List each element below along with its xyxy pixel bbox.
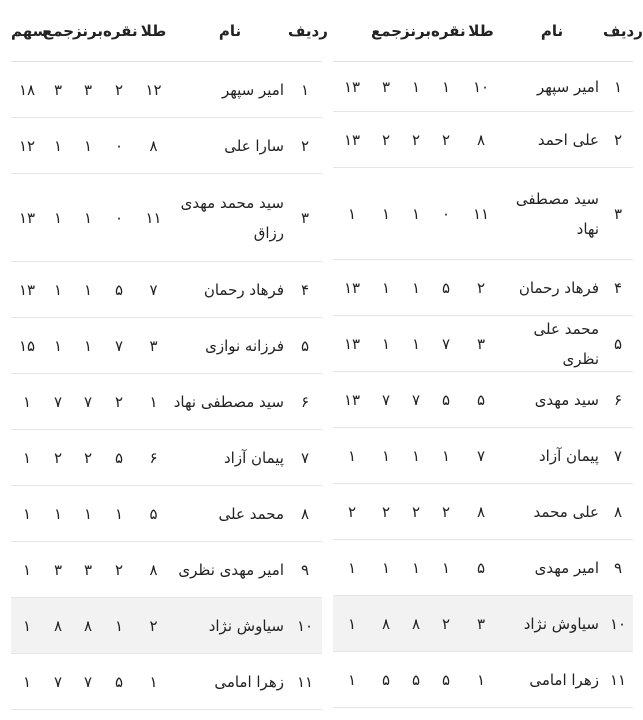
header-name: نام — [540, 21, 564, 40]
cell-name: فرهاد رحمان — [518, 278, 599, 297]
cell-total: ۱ — [53, 136, 63, 155]
cell-gold: ۷ — [476, 446, 486, 465]
cell-silver: ۵ — [114, 672, 124, 691]
cell-bronze: ۵ — [411, 670, 421, 689]
cell-rank: ۶ — [613, 390, 623, 409]
cell-total: ۳ — [53, 80, 63, 99]
cell-gold: ۱ — [149, 392, 158, 411]
cell-name: سید مصطفی نهاد — [173, 392, 284, 411]
cell-silver: ۵ — [114, 280, 124, 299]
cell-rank: ۷ — [613, 446, 623, 465]
header-silver: نقره — [431, 21, 466, 40]
cell-rank: ۶ — [300, 392, 310, 411]
header-bronze: برنز — [401, 21, 431, 40]
cell-share: ۱ — [22, 392, 32, 411]
cell-rank: ۱ — [300, 80, 310, 99]
cell-bronze: ۸ — [411, 614, 421, 633]
table-row — [333, 260, 633, 316]
cell-rank: ۵ — [613, 334, 623, 353]
cell-name: علی احمد — [537, 130, 599, 149]
cell-silver: ۵ — [441, 670, 451, 689]
cell-share: ۱ — [22, 448, 32, 467]
cell-share: ۱ — [347, 446, 357, 465]
cell-share: ۲ — [347, 502, 357, 521]
cell-rank: ۱ — [613, 77, 623, 96]
cell-share: ۱۲ — [18, 136, 36, 155]
cell-name: پیمان آزاد — [224, 448, 284, 467]
cell-total: ۳ — [381, 77, 391, 96]
cell-silver: ۷ — [114, 336, 124, 355]
cell-silver: ۲ — [441, 614, 451, 633]
cell-silver: ۲ — [441, 130, 451, 149]
cell-rank: ۲ — [613, 130, 623, 149]
header-total: جمع — [371, 21, 403, 40]
cell-gold: ۵ — [149, 504, 158, 523]
cell-name: امیر سپهر — [221, 80, 284, 99]
cell-name: زهرا امامی — [529, 670, 599, 689]
table-row — [11, 318, 322, 374]
cell-silver: ۵ — [441, 278, 451, 297]
cell-rank: ۵ — [300, 336, 310, 355]
cell-total: ۲ — [53, 448, 63, 467]
cell-gold: ۳ — [476, 614, 486, 633]
cell-bronze: ۱ — [83, 336, 93, 355]
cell-bronze: ۱ — [411, 334, 421, 353]
table-row — [11, 174, 322, 262]
cell-share: ۱ — [347, 614, 357, 633]
table-row — [333, 484, 633, 540]
cell-total: ۲ — [381, 502, 391, 521]
left-medal-table — [11, 0, 328, 710]
cell-total: ۷ — [53, 672, 63, 691]
header-silver: نقره — [103, 21, 138, 40]
cell-rank: ۹ — [300, 560, 310, 579]
cell-name: امیر سپهر — [536, 77, 599, 96]
cell-total: ۲ — [381, 130, 391, 149]
cell-total: ۱ — [53, 280, 63, 299]
cell-bronze: ۷ — [83, 672, 93, 691]
cell-share: ۱ — [22, 560, 32, 579]
cell-gold: ۳ — [149, 336, 158, 355]
table-row — [333, 428, 633, 484]
cell-gold: ۲ — [476, 278, 486, 297]
cell-silver: ۲ — [441, 502, 451, 521]
cell-silver: ۱ — [114, 616, 124, 635]
cell-silver: ۰ — [114, 208, 124, 227]
cell-name: زهرا امامی — [214, 672, 284, 691]
cell-silver: ۲ — [114, 392, 124, 411]
cell-silver: ۲ — [114, 80, 124, 99]
header-gold: طلا — [468, 21, 494, 40]
cell-total: ۱ — [381, 334, 391, 353]
cell-name: امیر مهدی نظری — [178, 560, 284, 579]
cell-gold: ۷ — [149, 280, 158, 299]
table-row — [11, 430, 322, 486]
cell-bronze: ۳ — [83, 560, 93, 579]
cell-rank: ۲ — [300, 136, 310, 155]
cell-bronze: ۱ — [411, 204, 421, 223]
cell-gold: ۱ — [149, 672, 158, 691]
cell-silver: ۱ — [114, 504, 124, 523]
table-row — [333, 168, 633, 260]
cell-rank: ۸ — [300, 504, 310, 523]
cell-total: ۷ — [381, 390, 391, 409]
cell-gold: ۸ — [476, 130, 486, 149]
table-row — [11, 542, 322, 598]
cell-silver: ۵ — [441, 390, 451, 409]
cell-name: محمد علی — [218, 504, 284, 523]
header-bronze: برنز — [73, 21, 103, 40]
cell-total: ۷ — [53, 392, 63, 411]
table-row — [333, 62, 633, 112]
cell-bronze: ۷ — [83, 392, 93, 411]
cell-rank: ۸ — [613, 502, 623, 521]
cell-bronze: ۱ — [83, 504, 93, 523]
table-row — [11, 118, 322, 174]
left-table-body — [11, 62, 322, 710]
header-gold: طلا — [140, 21, 167, 40]
cell-rank: ۳ — [300, 208, 310, 227]
cell-share: ۱ — [347, 204, 357, 223]
cell-bronze: ۱ — [411, 558, 421, 577]
cell-share: ۱۵ — [18, 336, 36, 355]
cell-share: ۱۳ — [343, 130, 361, 149]
cell-gold: ۱۱ — [472, 204, 490, 223]
cell-gold: ۸ — [476, 502, 486, 521]
cell-silver: ۱ — [441, 558, 451, 577]
cell-name: سیاوش نژاد — [208, 616, 284, 635]
right-table-body — [333, 62, 633, 708]
table-row — [333, 540, 633, 596]
cell-gold: ۳ — [476, 334, 486, 353]
cell-rank: ۴ — [300, 280, 310, 299]
cell-bronze: ۱ — [411, 77, 421, 96]
table-row — [333, 372, 633, 428]
cell-total: ۱ — [381, 278, 391, 297]
cell-share: ۱۳ — [343, 278, 361, 297]
cell-name: پیمان آزاد — [539, 446, 599, 465]
cell-name: علی محمد — [533, 502, 599, 521]
cell-rank: ۹ — [613, 558, 623, 577]
cell-gold: ۵ — [476, 558, 486, 577]
header-total: جمع — [43, 21, 75, 40]
cell-share: ۱ — [22, 616, 32, 635]
cell-total: ۱ — [381, 204, 391, 223]
cell-bronze: ۷ — [411, 390, 421, 409]
cell-name: محمد علی نظری — [533, 319, 599, 368]
table-row — [11, 486, 322, 542]
cell-silver: ۰ — [441, 204, 451, 223]
cell-bronze: ۲ — [411, 130, 421, 149]
cell-total: ۱ — [53, 336, 63, 355]
cell-share: ۱۳ — [343, 77, 361, 96]
table-row — [11, 62, 322, 118]
cell-silver: ۱ — [441, 446, 451, 465]
table-row — [11, 598, 322, 654]
cell-rank: ۱۰ — [296, 616, 314, 635]
cell-share: ۱۳ — [18, 280, 36, 299]
left-table-header — [11, 0, 328, 62]
cell-share: ۱ — [22, 672, 32, 691]
table-row — [333, 112, 633, 168]
right-table-header — [333, 0, 643, 62]
cell-gold: ۶ — [149, 448, 158, 467]
table-row — [333, 316, 633, 372]
cell-bronze: ۸ — [83, 616, 93, 635]
cell-gold: ۱۱ — [145, 208, 162, 227]
cell-silver: ۵ — [114, 448, 124, 467]
cell-gold: ۲ — [149, 616, 158, 635]
cell-bronze: ۲ — [83, 448, 93, 467]
cell-bronze: ۱ — [411, 278, 421, 297]
cell-share: ۱ — [347, 558, 357, 577]
cell-bronze: ۱ — [83, 280, 93, 299]
cell-name: سید مهدی — [534, 390, 599, 409]
cell-total: ۸ — [381, 614, 391, 633]
cell-total: ۵ — [381, 670, 391, 689]
header-rank: ردیف — [603, 21, 643, 40]
cell-rank: ۳ — [613, 204, 623, 223]
cell-silver: ۷ — [441, 334, 451, 353]
cell-name: فرهاد رحمان — [203, 280, 284, 299]
cell-total: ۱ — [53, 208, 63, 227]
header-share: سهم — [11, 21, 48, 40]
table-row — [11, 654, 322, 710]
cell-gold: ۱ — [476, 670, 486, 689]
header-rank: ردیف — [288, 21, 328, 40]
cell-name: فرزانه نوازی — [205, 336, 284, 355]
cell-gold: ۵ — [476, 390, 486, 409]
cell-share: ۱۳ — [343, 390, 361, 409]
cell-share: ۱۳ — [343, 334, 361, 353]
cell-total: ۱ — [381, 446, 391, 465]
cell-gold: ۱۲ — [145, 80, 162, 99]
cell-total: ۳ — [53, 560, 63, 579]
cell-share: ۱۸ — [18, 80, 36, 99]
cell-total: ۱ — [381, 558, 391, 577]
cell-share: ۱ — [22, 504, 32, 523]
cell-rank: ۱۱ — [296, 672, 314, 691]
cell-rank: ۷ — [300, 448, 310, 467]
table-row — [333, 596, 633, 652]
cell-name: سارا علی — [224, 136, 284, 155]
cell-bronze: ۳ — [83, 80, 93, 99]
table-row — [11, 374, 322, 430]
cell-silver: ۰ — [114, 136, 124, 155]
cell-name: سید محمد مهدی رزاق — [180, 193, 284, 242]
cell-gold: ۸ — [149, 136, 158, 155]
cell-share: ۱ — [347, 670, 357, 689]
cell-rank: ۱۱ — [609, 670, 627, 689]
cell-name: سید مصطفی نهاد — [515, 189, 599, 238]
cell-silver: ۲ — [114, 560, 124, 579]
cell-rank: ۱۰ — [609, 614, 627, 633]
cell-name: سیاوش نژاد — [523, 614, 599, 633]
cell-bronze: ۲ — [411, 502, 421, 521]
cell-rank: ۴ — [613, 278, 623, 297]
cell-gold: ۱۰ — [472, 77, 490, 96]
cell-bronze: ۱ — [83, 208, 93, 227]
header-name: نام — [218, 21, 242, 40]
table-row — [333, 652, 633, 708]
cell-silver: ۱ — [441, 77, 451, 96]
cell-bronze: ۱ — [83, 136, 93, 155]
cell-gold: ۸ — [149, 560, 158, 579]
cell-share: ۱۳ — [18, 208, 36, 227]
cell-bronze: ۱ — [411, 446, 421, 465]
cell-total: ۱ — [53, 504, 63, 523]
cell-total: ۸ — [53, 616, 63, 635]
table-row — [11, 262, 322, 318]
cell-name: امیر مهدی — [534, 558, 599, 577]
right-medal-table — [333, 0, 643, 708]
